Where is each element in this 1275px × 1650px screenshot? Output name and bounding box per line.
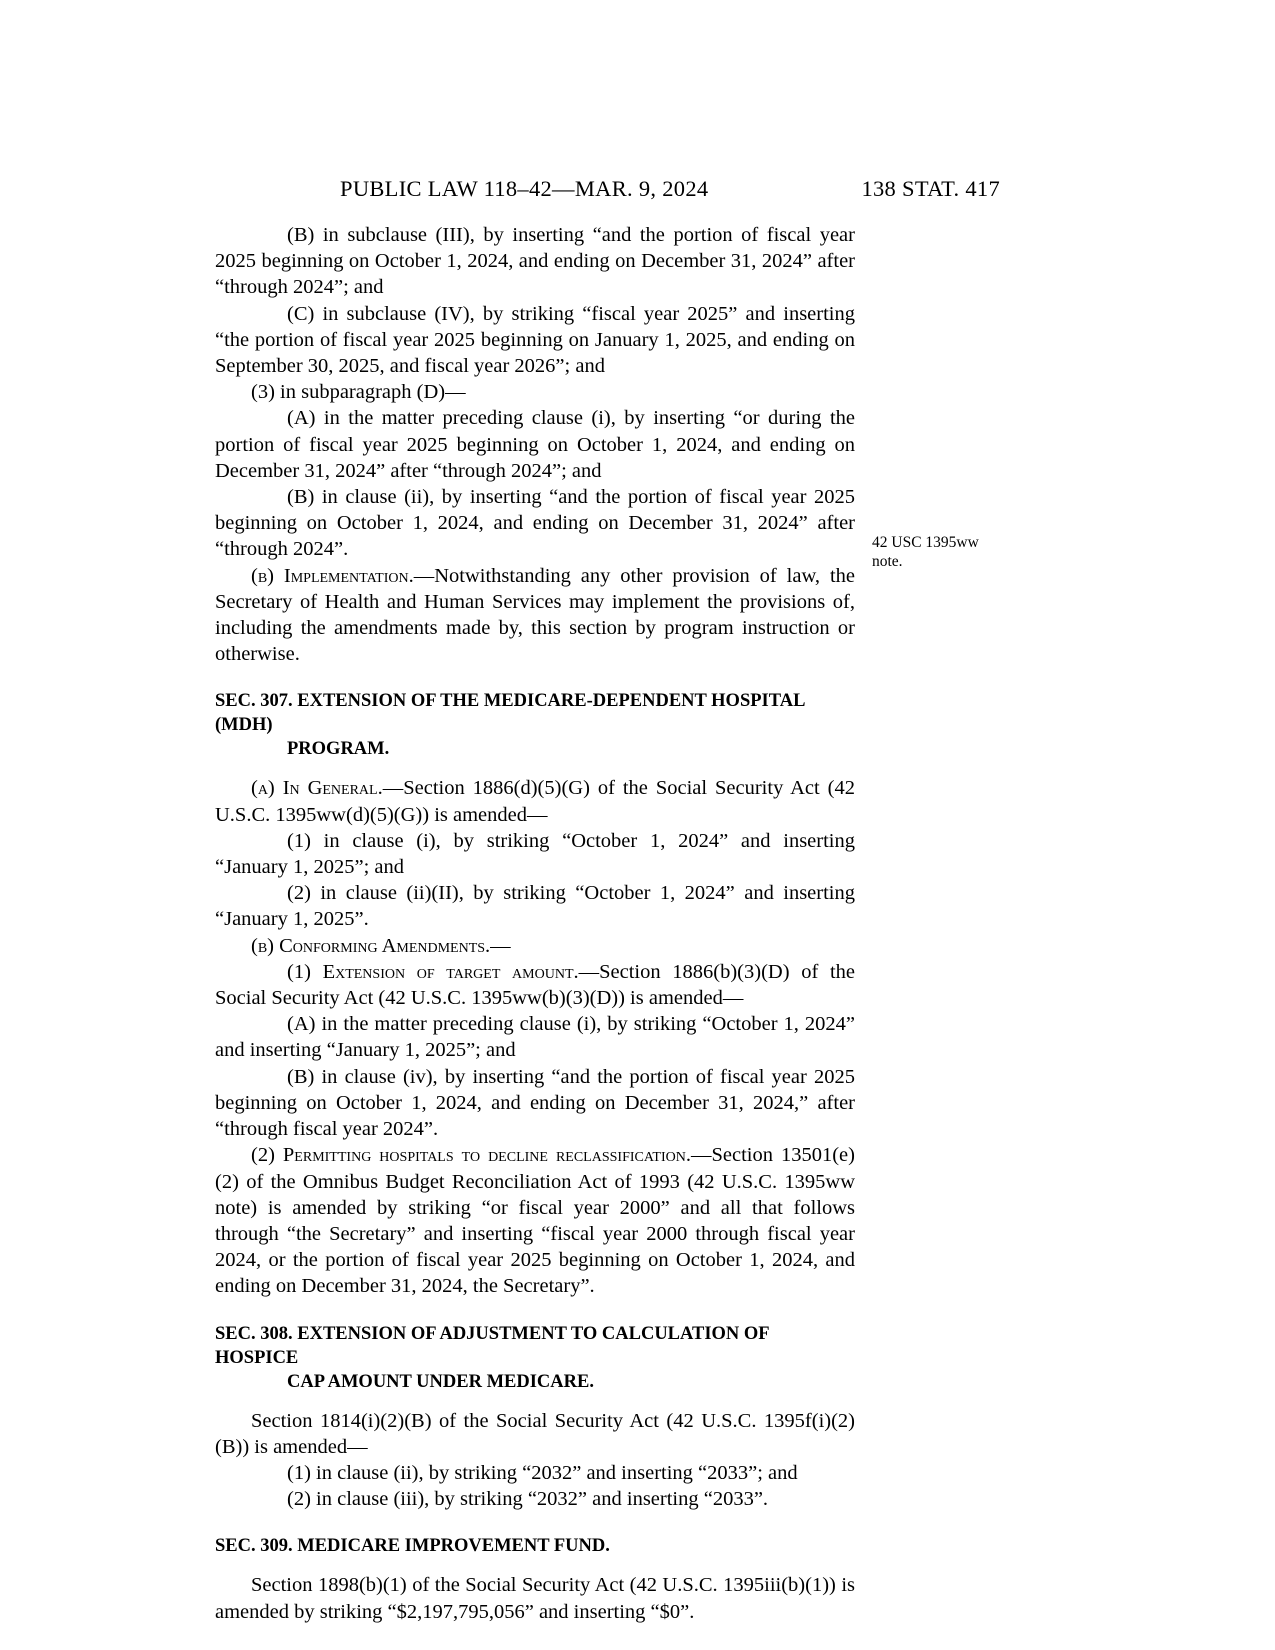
paragraph-3a: (A) in the matter preceding clause (i), by inserting “or during the portion of fiscal year 2025 beginning on October 1, 2024, and ending on December 31, 2024” after “through 2024”; and — [215, 407, 855, 482]
implementation-text: Notwithstanding any other provision of law, the Secretary of Health and Human Services may implement the provisions of, including the amendments made by, this section by program instruction or otherwise. — [215, 564, 856, 666]
section-309-title-line1: MEDICARE IMPROVEMENT FUND. — [297, 1536, 610, 1557]
section-307-number: SEC. 307. — [215, 691, 293, 712]
section-heading-307 — [215, 689, 855, 761]
running-head-right: 138 STAT. 417 — [861, 176, 1000, 201]
section-308-title-line2: CAP AMOUNT UNDER MEDICARE. — [287, 1371, 594, 1392]
implementation-label: (b) Implementation.— — [251, 564, 435, 587]
section-307-title-line2: PROGRAM. — [287, 739, 390, 760]
section-308-para-1: (1) in clause (ii), by striking “2032” and inserting “2033”; and — [287, 1461, 798, 1484]
section-309-lead: Section 1898(b)(1) of the Social Security Act (42 U.S.C. 1395iii(b)(1)) is amended by striking “$2,197,795,056” and inserting “$0”. — [215, 1574, 855, 1623]
section-307-para-a — [215, 775, 855, 827]
section-307-b1-text: Section 1886(b)(3)(D) of the Social Security Act (42 U.S.C. 1395ww(b)(3)(D)) is amended— — [215, 960, 855, 1010]
section-307-b1-label: (1) Extension of target amount.— — [287, 960, 600, 983]
margin-note-42-usc — [872, 533, 1032, 571]
section-307-para-b2 — [215, 1142, 855, 1299]
section-307-a-label: (a) In General.— — [251, 777, 404, 800]
body-column — [215, 222, 855, 1625]
section-307-para-a1: (1) in clause (i), by striking “October 1, 2024” and inserting “January 1, 2025”; and — [215, 829, 855, 879]
paragraph-3-subparagraph-d: (3) in subparagraph (D)— — [251, 381, 466, 404]
section-307-para-b1b: (B) in clause (iv), by inserting “and the portion of fiscal year 2025 beginning on October 1, 2024, and ending on December 31, 2024,” after “through fiscal year 2024”. — [215, 1065, 855, 1141]
section-308-lead: Section 1814(i)(2)(B) of the Social Security Act (42 U.S.C. 1395f(i)(2)(B)) is amended— — [215, 1409, 855, 1458]
section-307-b-label-text: (b) Conforming Amendments.— — [251, 934, 511, 957]
running-head-left: PUBLIC LAW 118–42—MAR. 9, 2024 — [340, 176, 709, 201]
section-307-title-line1: EXTENSION OF THE MEDICARE-DEPENDENT HOSPITAL (MDH) — [215, 691, 805, 736]
section-308-number: SEC. 308. — [215, 1323, 293, 1344]
section-307-para-b-label — [215, 933, 855, 959]
paragraph-b-subclause-iii: (B) in subclause (III), by inserting “and the portion of fiscal year 2025 beginning on October 1, 2024, and ending on December 31, 2024” after “through 2024”; and — [215, 224, 855, 299]
section-307-b2-label: (2) Permitting hospitals to decline reclassification.— — [251, 1144, 712, 1167]
section-307-b2-text: Section 13501(e)(2) of the Omnibus Budget Reconciliation Act of 1993 (42 U.S.C. 1395ww note) is amended by striking “or fiscal year 2000” and all that follows through “the Secretary” and inserting “fiscal year 2000 through fiscal year 2024, or the portion of fiscal year 2025 beginning on October 1, 2024, and ending on December 31, 2024, the Secretary”. — [215, 1144, 855, 1298]
section-heading-309 — [215, 1534, 855, 1558]
section-307-a-text: Section 1886(d)(5)(G) of the Social Security Act (42 U.S.C. 1395ww(d)(5)(G)) is amended— — [215, 777, 855, 826]
section-308-title-line1: EXTENSION OF ADJUSTMENT TO CALCULATION OF HOSPICE — [215, 1323, 769, 1368]
section-307-para-b1 — [215, 959, 855, 1011]
margin-note-line2: note. — [872, 553, 903, 570]
running-head — [340, 176, 1000, 202]
paragraph-3b: (B) in clause (ii), by inserting “and the portion of fiscal year 2025 beginning on October 1, 2024, and ending on December 31, 2024” after “through 2024”. — [215, 486, 855, 561]
section-307-para-b1a: (A) in the matter preceding clause (i), by striking “October 1, 2024” and inserting “January 1, 2025”; and — [215, 1013, 855, 1062]
section-309-number: SEC. 309. — [215, 1536, 293, 1557]
margin-note-line1: 42 USC 1395ww — [872, 534, 979, 551]
paragraph-implementation — [215, 563, 855, 668]
paragraph-c-subclause-iv: (C) in subclause (IV), by striking “fiscal year 2025” and inserting “the portion of fiscal year 2025 beginning on January 1, 2025, and ending on September 30, 2025, and fiscal year 2026”; and — [215, 302, 855, 378]
section-307-para-a2: (2) in clause (ii)(II), by striking “October 1, 2024” and inserting “January 1, 2025”. — [215, 882, 855, 931]
section-heading-308 — [215, 1322, 855, 1394]
section-308-para-2: (2) in clause (iii), by striking “2032” and inserting “2033”. — [287, 1488, 769, 1511]
